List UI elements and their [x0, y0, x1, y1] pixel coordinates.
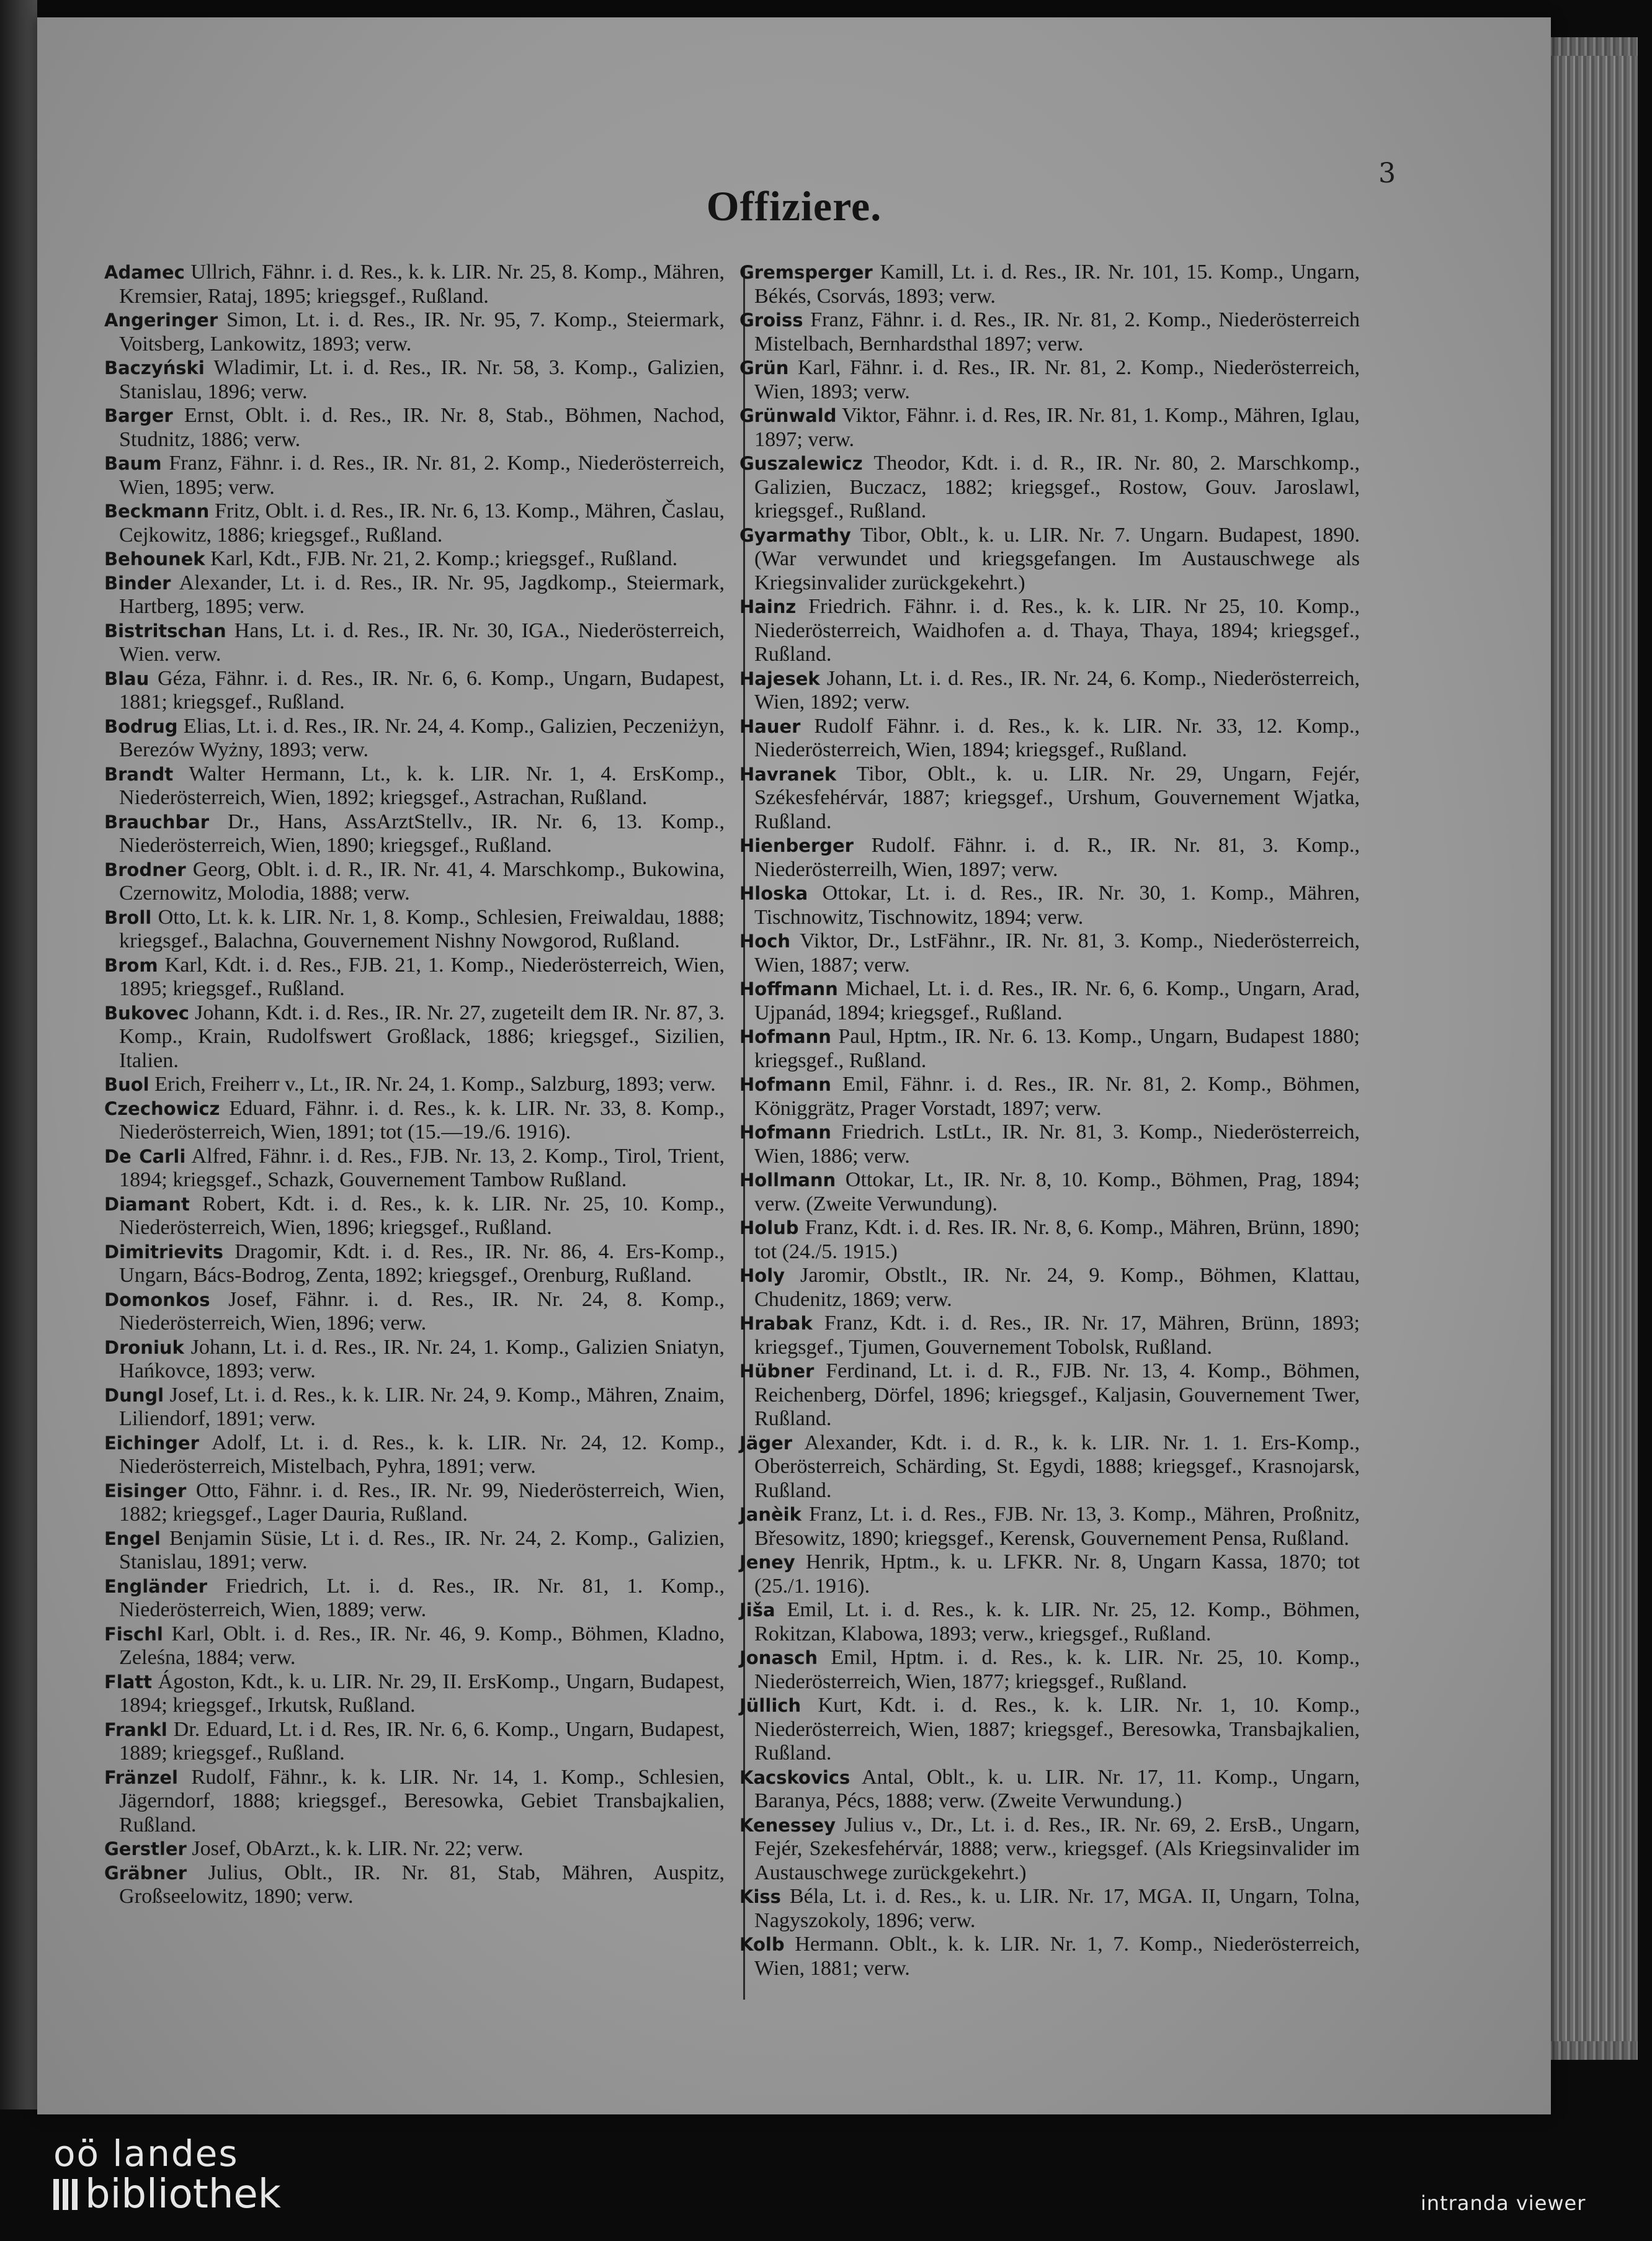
- entry-details: Fritz, Oblt. i. d. Res., IR. Nr. 6, 13. Komp., Mähren, Časlau, Cejkowitz, 1886; kriegsgef., Rußland.: [119, 499, 725, 547]
- viewer-brand[interactable]: intranda viewer: [1421, 2191, 1586, 2215]
- register-entry: [104, 1718, 725, 1766]
- entry-surname: Bistritschan: [104, 620, 226, 642]
- register-entry: [739, 1359, 1360, 1431]
- entry-details: Wladimir, Lt. i. d. Res., IR. Nr. 58, 3. Komp., Galizien, Stanislau, 1896; verw.: [119, 356, 725, 403]
- entry-details: Robert, Kdt. i. d. Res., k. k. LIR. Nr. 25, 10. Komp., Niederösterreich, Wien, 1896; kriegsgef., Rußland.: [119, 1192, 725, 1239]
- register-entry: [104, 1073, 725, 1097]
- entry-surname: Brandt: [104, 763, 174, 785]
- register-entry: [739, 356, 1360, 404]
- register-entry: [104, 499, 725, 547]
- entry-surname: Hienberger: [739, 835, 854, 856]
- entry-surname: Havranek: [739, 763, 837, 785]
- entry-surname: Hoffmann: [739, 978, 838, 1000]
- entry-surname: Droniuk: [104, 1336, 184, 1358]
- logo-bars-icon: [53, 2179, 78, 2210]
- entry-surname: Eichinger: [104, 1432, 199, 1454]
- entry-details: Hermann. Oblt., k. k. LIR. Nr. 1, 7. Komp., Niederösterreich, Wien, 1881; verw.: [754, 1933, 1360, 1980]
- register-entry: [739, 882, 1360, 929]
- register-entry: [104, 261, 725, 308]
- entry-details: Hans, Lt. i. d. Res., IR. Nr. 30, IGA., Niederösterreich, Wien. verw.: [119, 619, 725, 666]
- register-entry: [739, 1933, 1360, 1980]
- entry-surname: Angeringer: [104, 310, 218, 331]
- register-entry: [104, 954, 725, 1001]
- entry-surname: Engel: [104, 1528, 161, 1549]
- entry-surname: Holy: [739, 1265, 785, 1286]
- register-entry: [104, 810, 725, 858]
- register-entry: [739, 1503, 1360, 1550]
- entry-surname: Groiss: [739, 310, 803, 331]
- right-column: [739, 261, 1360, 1980]
- entry-details: Béla, Lt. i. d. Res., k. u. LIR. Nr. 17, MGA. II, Ungarn, Tolna, Nagyszokoly, 1896; verw.: [754, 1885, 1360, 1932]
- register-entry: [104, 906, 725, 954]
- entry-details: Friedrich, Lt. i. d. Res., IR. Nr. 81, 1. Komp., Niederösterreich, Wien, 1889; verw.: [119, 1574, 725, 1621]
- entry-details: Michael, Lt. i. d. Res., IR. Nr. 6, 6. Komp., Ungarn, Arad, Ujpanád, 1894; kriegsgef., Rußland.: [754, 977, 1360, 1024]
- entry-surname: Hainz: [739, 596, 797, 617]
- entry-details: Ágoston, Kdt., k. u. LIR. Nr. 29, II. ErsKomp., Ungarn, Budapest, 1894; kriegsgef., Irkutsk, Rußland.: [119, 1670, 725, 1717]
- entry-details: Johann, Kdt. i. d. Res., IR. Nr. 27, zugeteilt dem IR. Nr. 87, 3. Komp., Krain, Rudolfswert Großlack, 1886; kriegsgef., Sizilien, Italien.: [119, 1001, 725, 1072]
- entry-details: Emil, Lt. i. d. Res., k. k. LIR. Nr. 25, 12. Komp., Böhmen, Rokitzan, Klabowa, 1893; verw., kriegsgef., Rußland.: [754, 1598, 1360, 1645]
- entry-details: Ottokar, Lt., IR. Nr. 8, 10. Komp., Böhmen, Prag, 1894; verw. (Zweite Verwundung).: [754, 1168, 1360, 1215]
- register-entry: [104, 1670, 725, 1718]
- entry-surname: Hloska: [739, 883, 808, 904]
- register-entry: [739, 1646, 1360, 1694]
- register-entry: [104, 1192, 725, 1240]
- register-entry: [739, 1766, 1360, 1814]
- entry-surname: Blau: [104, 668, 150, 689]
- register-entry: [104, 1240, 725, 1288]
- entry-details: Ferdinand, Lt. i. d. R., FJB. Nr. 13, 4. Komp., Böhmen, Reichenberg, Dörfel, 1896; kriegsgef., Kaljasin, Gouvernement Twer, Rußland.: [754, 1359, 1360, 1430]
- register-entry: [739, 715, 1360, 763]
- entry-surname: Kolb: [739, 1934, 785, 1955]
- entry-details: Ullrich, Fähnr. i. d. Res., k. k. LIR. Nr. 25, 8. Komp., Mähren, Kremsier, Rataj, 1895; kriegsgef., Rußland.: [119, 261, 725, 308]
- entry-surname: Janèik: [739, 1504, 801, 1525]
- entry-details: Josef, ObArzt., k. k. LIR. Nr. 22; verw.: [192, 1837, 524, 1860]
- logo-text-bottom: bibliothek: [85, 2172, 281, 2217]
- register-entry: [739, 1216, 1360, 1264]
- book-spine-edge: [0, 0, 37, 2109]
- entry-details: Emil, Fähnr. i. d. Res., IR. Nr. 81, 2. Komp., Böhmen, Königgrätz, Prager Vorstadt, 1897; verw.: [754, 1073, 1360, 1120]
- register-entry: [739, 1431, 1360, 1503]
- entry-details: Franz, Fähnr. i. d. Res., IR. Nr. 81, 2. Komp., Niederösterreich Mistelbach, Bernhardsthal 1897; verw.: [754, 308, 1360, 356]
- entry-surname: Hrabak: [739, 1313, 813, 1334]
- entry-details: Johann, Lt. i. d. Res., IR. Nr. 24, 6. Komp., Niederösterreich, Wien, 1892; verw.: [754, 666, 1360, 713]
- register-entry: [104, 1861, 725, 1909]
- entry-surname: Gräbner: [104, 1862, 187, 1884]
- entry-details: Tibor, Oblt., k. u. LIR. Nr. 29, Ungarn, Fejér, Székesfehérvár, 1887; kriegsgef., Urshum, Gouvernement Wjatka, Rußland.: [754, 762, 1360, 833]
- entry-surname: Jäger: [739, 1432, 793, 1454]
- entry-details: Georg, Oblt. i. d. R., IR. Nr. 41, 4. Marschkomp., Bukowina, Czernowitz, Molodia, 1888; verw.: [119, 857, 725, 905]
- entry-surname: Behounek: [104, 548, 205, 570]
- register-entry: [739, 595, 1360, 667]
- entry-surname: Hofmann: [739, 1074, 831, 1095]
- entry-details: Walter Hermann, Lt., k. k. LIR. Nr. 1, 4. ErsKomp., Niederösterreich, Wien, 1892; kriegsgef., Astrachan, Rußland.: [119, 762, 725, 809]
- entry-details: Dr. Eduard, Lt. i d. Res, IR. Nr. 6, 6. Komp., Ungarn, Budapest, 1889; kriegsgef., Rußland.: [119, 1717, 725, 1765]
- register-entry: [739, 404, 1360, 452]
- register-entry: [104, 1431, 725, 1479]
- entry-details: Rudolf Fähnr. i. d. Res., k. k. LIR. Nr. 33, 12. Komp., Niederösterreich, Wien, 1894; kriegsgef., Rußland.: [754, 714, 1360, 761]
- entry-details: Theodor, Kdt. i. d. R., IR. Nr. 80, 2. Marschkomp., Galizien, Buczacz, 1882; kriegsgef., Rostow, Gouv. Jaroslawl, kriegsgef., Rußland.: [754, 452, 1360, 522]
- entry-details: Friedrich. Fähnr. i. d. Res., k. k. LIR. Nr 25, 10. Komp., Niederösterreich, Waidhofen a. d. Thaya, Thaya, 1894; kriegsgef., Rußland.: [754, 595, 1360, 666]
- entry-details: Alexander, Lt. i. d. Res., IR. Nr. 95, Jagdkomp., Steiermark, Hartberg, 1895; verw.: [119, 571, 725, 618]
- register-entry: [739, 1264, 1360, 1312]
- register-entry: [104, 547, 725, 571]
- entry-surname: Dimitrievits: [104, 1241, 223, 1263]
- register-entry: [739, 1168, 1360, 1216]
- register-entry: [104, 1384, 725, 1431]
- entry-surname: Bodrug: [104, 715, 178, 737]
- entry-details: Henrik, Hptm., k. u. LFKR. Nr. 8, Ungarn Kassa, 1870; tot (25./1. 1916).: [754, 1550, 1360, 1598]
- entry-details: Emil, Hptm. i. d. Res., k. k. LIR. Nr. 25, 10. Komp., Niederösterreich, Wien, 1877; kriegsgef., Rußland.: [754, 1646, 1360, 1693]
- entry-surname: Jiša: [739, 1599, 775, 1621]
- entry-surname: Baum: [104, 453, 162, 474]
- entry-surname: Diamant: [104, 1193, 190, 1215]
- entry-surname: Fränzel: [104, 1766, 178, 1788]
- entry-details: Simon, Lt. i. d. Res., IR. Nr. 95, 7. Komp., Steiermark, Voitsberg, Lankowitz, 1893; verw.: [119, 308, 725, 356]
- register-entry: [739, 1598, 1360, 1646]
- register-entry: [739, 1025, 1360, 1073]
- entry-surname: Brodner: [104, 859, 186, 880]
- register-entry: [104, 452, 725, 499]
- register-entry: [739, 308, 1360, 356]
- register-entry: [739, 977, 1360, 1025]
- entry-surname: Hajesek: [739, 668, 820, 689]
- entry-details: Alfred, Fähnr. i. d. Res., FJB. Nr. 13, 2. Komp., Tirol, Trient, 1894; kriegsgef., Schazk, Gouvernement Tambow Rußland.: [119, 1144, 725, 1191]
- entry-surname: Hofmann: [739, 1122, 831, 1143]
- scanned-page: [37, 17, 1551, 2114]
- entry-details: Rudolf, Fähnr., k. k. LIR. Nr. 14, 1. Komp., Schlesien, Jägerndorf, 1888; kriegsgef., Beresowka, Gebiet Transbajkalien, Rußland.: [119, 1765, 725, 1836]
- entry-details: Johann, Lt. i. d. Res., IR. Nr. 24, 1. Komp., Galizien Sniatyn, Hańkovce, 1893; verw.: [119, 1335, 725, 1382]
- entry-details: Franz, Kdt. i. d. Res., IR. Nr. 17, Mähren, Brünn, 1893; kriegsgef., Tjumen, Gouvernement Tobolsk, Rußland.: [754, 1312, 1360, 1359]
- entry-details: Géza, Fähnr. i. d. Res., IR. Nr. 6, 6. Komp., Ungarn, Budapest, 1881; kriegsgef., Rußland.: [119, 666, 725, 713]
- register-entry: [104, 1145, 725, 1192]
- entry-surname: Hofmann: [739, 1026, 831, 1047]
- entry-details: Franz, Lt. i. d. Res., FJB. Nr. 13, 3. Komp., Mähren, Proßnitz, Břesowitz, 1890; kriegsgef., Kerensk, Gouvernement Pensa, Rußland.: [754, 1503, 1360, 1550]
- entry-surname: Gyarmathy: [739, 524, 851, 546]
- logo-text-bottom-row: [53, 2173, 281, 2216]
- entry-surname: Brauchbar: [104, 811, 210, 833]
- entry-details: Friedrich. LstLt., IR. Nr. 81, 3. Komp., Niederösterreich, Wien, 1886; verw.: [754, 1120, 1360, 1168]
- entry-surname: Hollmann: [739, 1170, 836, 1191]
- register-entry: [739, 929, 1360, 977]
- register-entry: [739, 261, 1360, 308]
- register-entry: [104, 404, 725, 452]
- entry-details: Karl, Fähnr. i. d. Res., IR. Nr. 81, 2. Komp., Niederösterreich, Wien, 1893; verw.: [754, 356, 1360, 403]
- register-entry: [739, 1312, 1360, 1359]
- entry-details: Alexander, Kdt. i. d. R., k. k. LIR. Nr. 1. 1. Ers-Komp., Oberösterreich, Schärding, St. Egydi, 1888; kriegsgef., Krasnojarsk, Rußland.: [754, 1431, 1360, 1502]
- register-entry: [104, 858, 725, 906]
- register-entry: [104, 715, 725, 763]
- register-entry: [104, 619, 725, 667]
- entry-surname: Jeney: [739, 1552, 795, 1573]
- entry-surname: Kacskovics: [739, 1766, 851, 1788]
- entry-details: Josef, Fähnr. i. d. Res., IR. Nr. 24, 8. Komp., Niederösterreich, Wien, 1896; verw.: [119, 1287, 725, 1335]
- entry-surname: Hoch: [739, 931, 791, 952]
- entry-details: Dr., Hans, AssArztStellv., IR. Nr. 6, 13. Komp., Niederösterreich, Wien, 1890; kriegsgef., Rußland.: [119, 810, 725, 857]
- register-entry: [739, 1814, 1360, 1885]
- entry-surname: Czechowicz: [104, 1098, 220, 1119]
- entry-surname: Kenessey: [739, 1814, 836, 1836]
- entry-surname: Eisinger: [104, 1480, 187, 1501]
- register-entry: [104, 1622, 725, 1670]
- register-entry: [104, 1837, 725, 1861]
- entry-details: Otto, Lt. k. k. LIR. Nr. 1, 8. Komp., Schlesien, Freiwaldau, 1888; kriegsgef., Balachna, Gouvernement Nishny Nowgorod, Rußland.: [119, 905, 725, 952]
- register-entry: [104, 1288, 725, 1336]
- entry-details: Antal, Oblt., k. u. LIR. Nr. 17, 11. Komp., Ungarn, Baranya, Pécs, 1888; verw. (Zweite Verwundung.): [754, 1765, 1360, 1812]
- entry-details: Franz, Kdt. i. d. Res. IR. Nr. 8, 6. Komp., Mähren, Brünn, 1890; tot (24./5. 1915.): [754, 1216, 1360, 1263]
- entry-details: Rudolf. Fähnr. i. d. R., IR. Nr. 81, 3. Komp., Niederösterreilh, Wien, 1897; verw.: [754, 834, 1360, 881]
- entry-surname: Guszalewicz: [739, 453, 863, 474]
- entry-details: Karl, Kdt. i. d. Res., FJB. 21, 1. Komp., Niederösterreich, Wien, 1895; kriegsgef., Rußland.: [119, 953, 725, 1000]
- entry-details: Kamill, Lt. i. d. Res., IR. Nr. 101, 15. Komp., Ungarn, Békés, Csorvás, 1893; verw.: [754, 261, 1360, 308]
- register-entry: [104, 1001, 725, 1073]
- register-entry: [104, 1097, 725, 1145]
- entry-surname: Hübner: [739, 1361, 815, 1382]
- register-entry: [104, 356, 725, 404]
- left-column: [104, 261, 725, 1909]
- entry-details: Karl, Kdt., FJB. Nr. 21, 2. Komp.; kriegsgef., Rußland.: [210, 547, 678, 570]
- register-entry: [739, 834, 1360, 882]
- entry-surname: Domonkos: [104, 1289, 210, 1310]
- entry-surname: Dungl: [104, 1384, 164, 1406]
- entry-details: Adolf, Lt. i. d. Res., k. k. LIR. Nr. 24, 12. Komp., Niederösterreich, Mistelbach, Pyhra, 1891; verw.: [119, 1431, 725, 1478]
- entry-details: Ottokar, Lt. i. d. Res., IR. Nr. 30, 1. Komp., Mähren, Tischnowitz, Tischnowitz, 1894; verw.: [754, 882, 1360, 929]
- entry-details: Dragomir, Kdt. i. d. Res., IR. Nr. 86, 4. Ers-Komp., Ungarn, Bács-Bodrog, Zenta, 1892; kriegsgef., Orenburg, Rußland.: [119, 1240, 725, 1287]
- register-entry: [104, 667, 725, 715]
- register-entry: [104, 571, 725, 619]
- register-entry: [739, 524, 1360, 596]
- register-entry: [739, 763, 1360, 834]
- entry-surname: De Carli: [104, 1145, 186, 1167]
- entry-surname: Jonasch: [739, 1647, 818, 1668]
- entry-surname: Barger: [104, 405, 173, 426]
- entry-surname: Buol: [104, 1074, 150, 1095]
- entry-surname: Holub: [739, 1217, 799, 1238]
- entry-details: Otto, Fähnr. i. d. Res., IR. Nr. 99, Niederösterreich, Wien, 1882; kriegsgef., Lager Dauria, Rußland.: [119, 1478, 725, 1526]
- entry-details: Paul, Hptm., IR. Nr. 6. 13. Komp., Ungarn, Budapest 1880; kriegsgef., Rußland.: [754, 1025, 1360, 1072]
- entry-surname: Binder: [104, 572, 171, 594]
- entry-details: Elias, Lt. i. d. Res., IR. Nr. 24, 4. Komp., Galizien, Peczeniżyn, Berezów Wyżny, 1893; verw.: [119, 714, 725, 761]
- register-entry: [739, 1120, 1360, 1168]
- entry-details: Karl, Oblt. i. d. Res., IR. Nr. 46, 9. Komp., Böhmen, Kladno, Zeleśna, 1884; verw.: [119, 1622, 725, 1669]
- entry-surname: Kiss: [739, 1886, 781, 1907]
- register-entry: [104, 1575, 725, 1622]
- page-number: 3: [1378, 158, 1396, 189]
- entry-surname: Gremsperger: [739, 262, 873, 283]
- entry-details: Eduard, Fähnr. i. d. Res., k. k. LIR. Nr. 33, 8. Komp., Niederösterreich, Wien, 1891; tot (15.—19./6. 1916).: [119, 1096, 725, 1143]
- entry-details: Josef, Lt. i. d. Res., k. k. LIR. Nr. 24, 9. Komp., Mähren, Znaim, Liliendorf, 1891; verw.: [119, 1383, 725, 1430]
- entry-surname: Jüllich: [739, 1695, 801, 1716]
- entry-surname: Hauer: [739, 715, 801, 737]
- register-entry: [104, 1479, 725, 1527]
- register-entry: [739, 1885, 1360, 1933]
- entry-surname: Engländer: [104, 1575, 208, 1597]
- page-title: Offiziere.: [706, 182, 882, 230]
- entry-surname: Brom: [104, 954, 158, 976]
- entry-surname: Adamec: [104, 262, 185, 283]
- register-entry: [104, 1766, 725, 1838]
- entry-details: Benjamin Süsie, Lt i. d. Res., IR. Nr. 24, 2. Komp., Galizien, Stanislau, 1891; verw.: [119, 1526, 725, 1573]
- entry-details: Erich, Freiherr v., Lt., IR. Nr. 24, 1. Komp., Salzburg, 1893; verw.: [154, 1073, 716, 1096]
- entry-details: Viktor, Fähnr. i. d. Res, IR. Nr. 81, 1. Komp., Mähren, Iglau, 1897; verw.: [754, 404, 1360, 451]
- entry-surname: Grün: [739, 357, 789, 378]
- logo-text-top: oö landes: [53, 2132, 239, 2175]
- register-entry: [739, 452, 1360, 524]
- entry-surname: Grünwald: [739, 405, 837, 426]
- entry-surname: Beckmann: [104, 501, 210, 522]
- entry-details: Ernst, Oblt. i. d. Res., IR. Nr. 8, Stab., Böhmen, Nachod, Studnitz, 1886; verw.: [119, 404, 725, 451]
- entry-surname: Broll: [104, 906, 152, 928]
- entry-surname: Gerstler: [104, 1838, 187, 1859]
- register-entry: [739, 1694, 1360, 1766]
- register-entry: [739, 1073, 1360, 1120]
- library-logo[interactable]: [53, 2134, 281, 2216]
- entry-surname: Frankl: [104, 1719, 167, 1740]
- entry-details: Julius, Oblt., IR. Nr. 81, Stab, Mähren, Auspitz, Großseelowitz, 1890; verw.: [119, 1861, 725, 1908]
- entry-details: Jaromir, Obstlt., IR. Nr. 24, 9. Komp., Böhmen, Klattau, Chudenitz, 1869; verw.: [754, 1264, 1360, 1311]
- entry-details: Kurt, Kdt. i. d. Res., k. k. LIR. Nr. 1, 10. Komp., Niederösterreich, Wien, 1887; kriegsgef., Beresowka, Transbajkalien, Rußland.: [754, 1694, 1360, 1765]
- register-entry: [104, 1336, 725, 1384]
- register-entry: [739, 667, 1360, 715]
- register-entry: [104, 308, 725, 356]
- register-entry: [104, 763, 725, 810]
- register-entry: [104, 1527, 725, 1575]
- entry-details: Tibor, Oblt., k. u. LIR. Nr. 7. Ungarn. Budapest, 1890. (War verwundet und kriegsgefangen. Im Austauschwege als Kriegsinvalider zurückgekehrt.): [754, 523, 1360, 594]
- entry-surname: Baczyński: [104, 357, 205, 378]
- entry-details: Julius v., Dr., Lt. i. d. Res., IR. Nr. 69, 2. ErsB., Ungarn, Fejér, Szekesfehérvár, 1888; verw., kriegsgef. (Als Kriegsinvalider im Austauschwege zurückgekehrt.): [754, 1813, 1360, 1884]
- register-entry: [739, 1550, 1360, 1598]
- entry-surname: Flatt: [104, 1671, 153, 1693]
- entry-details: Viktor, Dr., LstFähnr., IR. Nr. 81, 3. Komp., Niederösterreich, Wien, 1887; verw.: [754, 929, 1360, 977]
- entry-surname: Bukovec: [104, 1002, 189, 1024]
- entry-surname: Fischl: [104, 1623, 163, 1645]
- entry-details: Franz, Fähnr. i. d. Res., IR. Nr. 81, 2. Komp., Niederösterreich, Wien, 1895; verw.: [119, 452, 725, 499]
